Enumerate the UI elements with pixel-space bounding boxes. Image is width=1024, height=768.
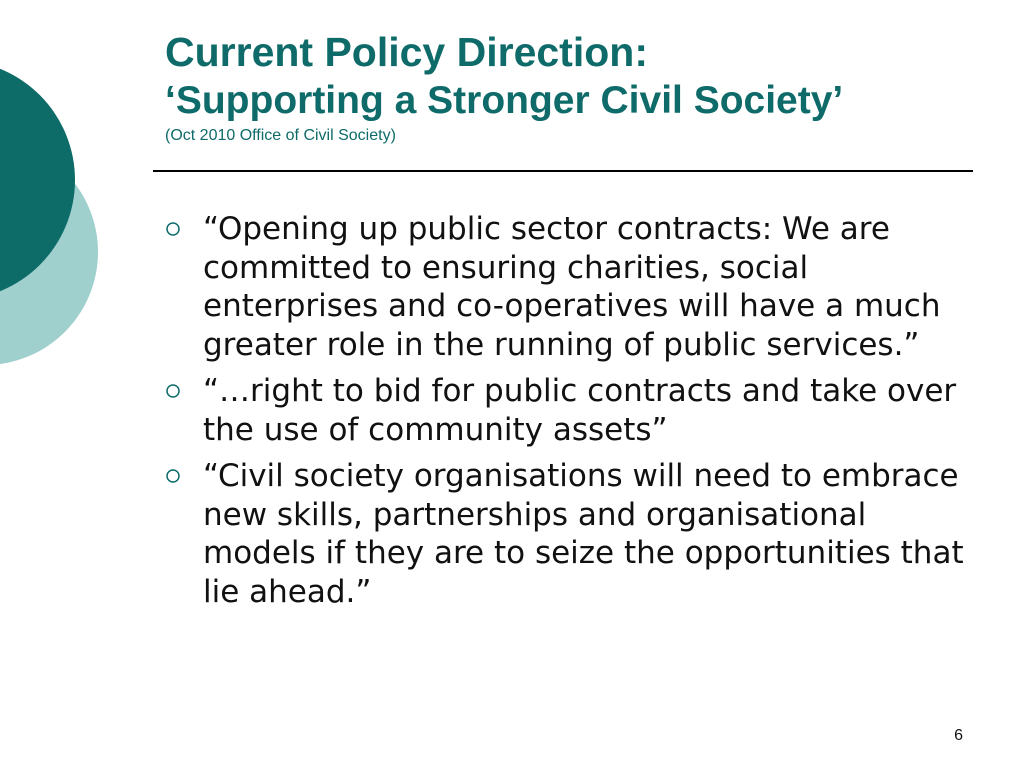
slide-subtitle bbox=[165, 78, 985, 124]
bullet-list bbox=[165, 210, 965, 619]
bullet-text: “…right to bid for public contracts and take over the use of community assets” bbox=[203, 373, 957, 448]
slide-title-block bbox=[165, 28, 985, 146]
slide-title: Current Policy Direction: bbox=[165, 29, 648, 75]
subtitle-open-quote: ‘ bbox=[165, 79, 176, 122]
hollow-circle-icon bbox=[165, 372, 203, 410]
title-divider bbox=[153, 170, 973, 172]
bullet-text: “Opening up public sector contracts: We are committed to ensuring charities, social enterprises and co-operatives will have a much greater role in the running of public services.” bbox=[203, 211, 941, 363]
bullet-item bbox=[165, 457, 965, 611]
bullet-item bbox=[165, 210, 965, 364]
page-number: 6 bbox=[954, 727, 963, 744]
hollow-circle-icon bbox=[165, 457, 203, 495]
bullet-text: “Civil society organisations will need to embrace new skills, partnerships and organisational models if they are to seize the opportunities that lie ahead.” bbox=[203, 458, 964, 610]
bullet-item bbox=[165, 372, 965, 449]
subtitle-text: Supporting a Stronger Civil Society’ bbox=[175, 79, 844, 122]
source-citation: (Oct 2010 Office of Civil Society) bbox=[165, 127, 396, 144]
decorative-circles bbox=[0, 0, 110, 420]
hollow-circle-icon bbox=[165, 210, 203, 248]
